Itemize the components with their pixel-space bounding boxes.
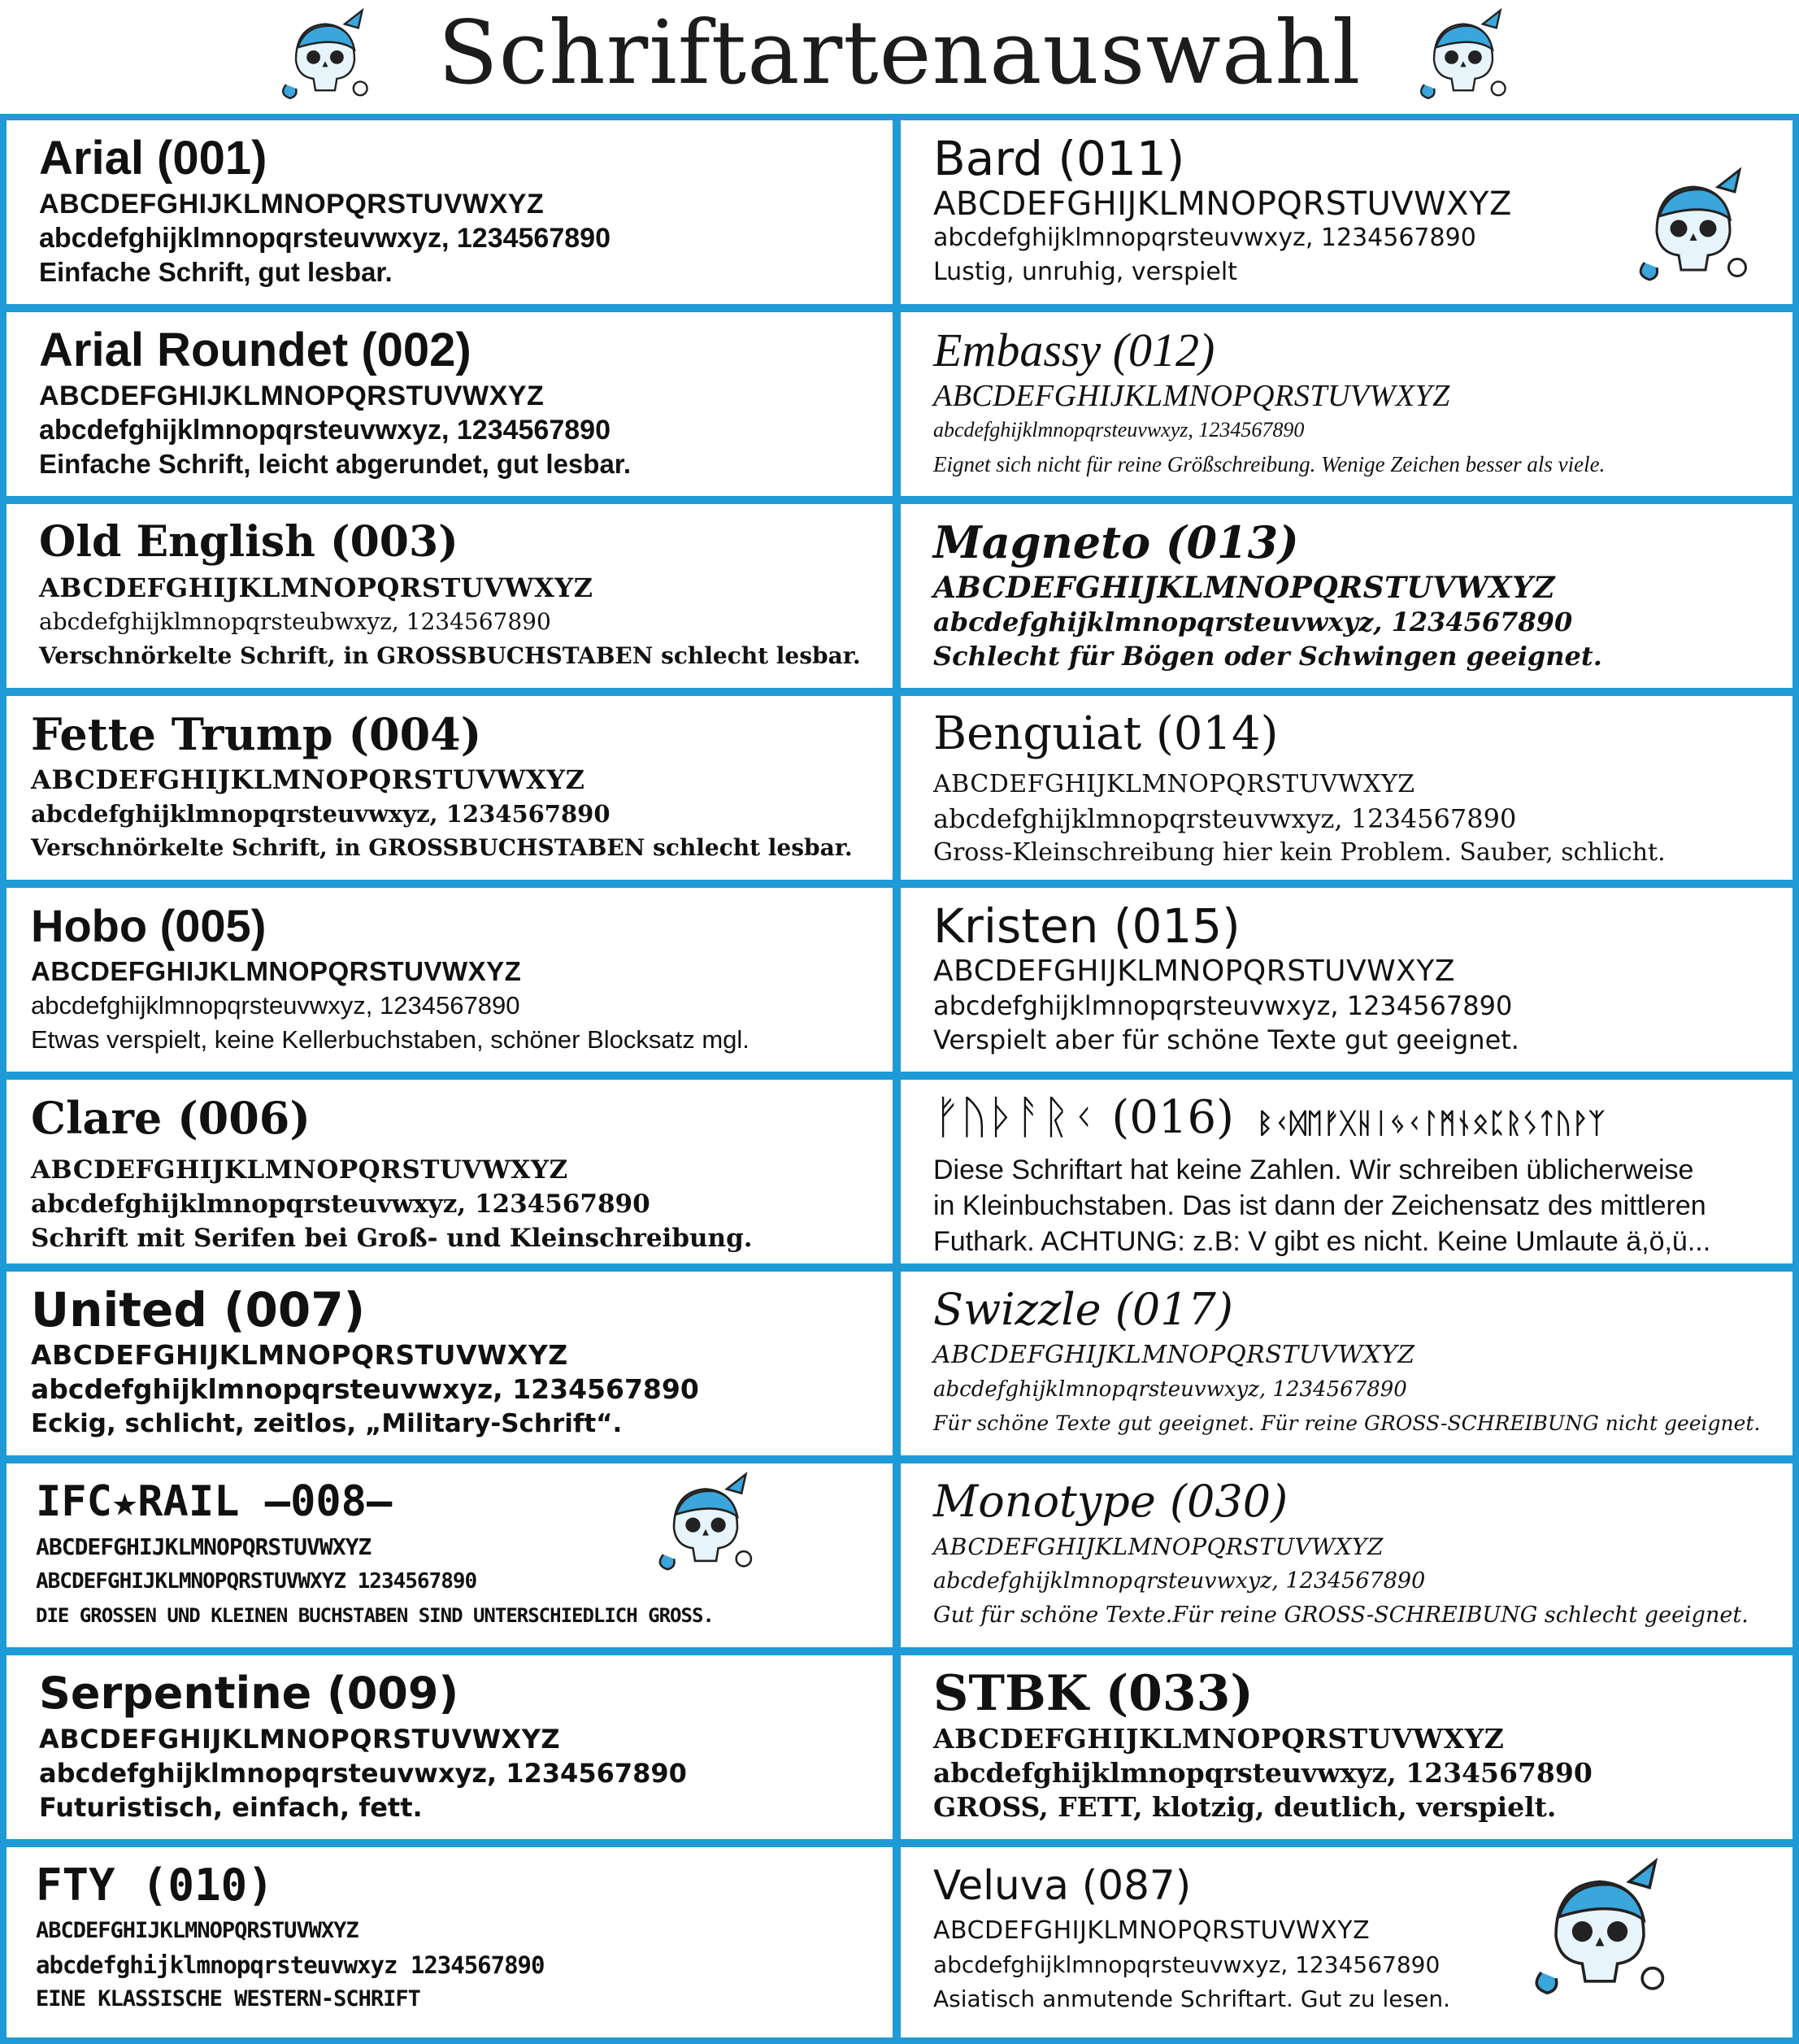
font-description: Einfache Schrift, gut lesbar. [39,257,393,287]
font-lowercase-sample: abcdefghijklmnopqrsteuvwxyz 1234567890 [36,1951,545,1979]
font-description: Einfache Schrift, leicht abgerundet, gut lesbar. [39,449,631,479]
font-name: IFC★RAIL —008— [36,1477,393,1526]
font-card-ifc-rail [7,1463,893,1647]
font-description-line: in Kleinbuchstaben. Das ist dann der Zeichensatz des mittleren [933,1190,1706,1221]
font-card-runes [901,1080,1792,1263]
font-name: Veluva (087) [933,1862,1192,1909]
font-uppercase-sample: ABCDEFGHIJKLMNOPQRSTUVWXYZ [31,956,522,986]
font-uppercase-sample: ABCDEFGHIJKLMNOPQRSTUVWXYZ [933,571,1556,605]
font-lowercase-sample: abcdefghijklmnopqrsteuvwxyz, 1234567890 [933,1568,1426,1594]
rune-name: ᚠᚢᚦᚨᚱᚲ [933,1091,1097,1144]
font-name: Clare (006) [31,1092,311,1144]
font-lowercase-sample: abcdefghijklmnopqrsteuvwxyz, 1234567890 [31,1189,650,1219]
font-uppercase-sample: ABCDEFGHIJKLMNOPQRSTUVWXYZ [933,1533,1384,1560]
font-description: GROSS, FETT, klotzig, deutlich, verspielt. [933,1791,1557,1823]
font-description-line: Futhark. ACHTUNG: z.B: V gibt es nicht. Keine Umlaute ä,ö,ü... [933,1226,1711,1257]
font-uppercase-sample: ABCDEFGHIJKLMNOPQRSTUVWXYZ [31,764,585,795]
font-card-serpentine [7,1655,893,1839]
font-card-arial-roundet [7,312,893,496]
font-name: Fette Trump (004) [31,708,482,760]
font-card-united [7,1272,893,1455]
font-description: Schrift mit Serifen bei Groß- und Kleinschreibung. [31,1224,753,1253]
pirate-skull-icon [1527,1855,1673,2002]
font-description: Verschnörkelte Schrift, in GROSSBUCHSTABEN schlecht lesbar. [31,834,853,861]
font-card-arial [7,120,893,304]
font-uppercase-sample: ABCDEFGHIJKLMNOPQRSTUVWXYZ [36,1533,372,1560]
font-uppercase-sample: ABCDEFGHIJKLMNOPQRSTUVWXYZ [933,1341,1415,1369]
font-card-kristen [901,888,1792,1072]
font-uppercase-sample: ABCDEFGHIJKLMNOPQRSTUVWXYZ [39,572,593,603]
font-lowercase-sample: abcdefghijklmnopqrsteuvwxyz, 1234567890 [39,1758,687,1789]
font-lowercase-sample: abcdefghijklmnopqrsteuvwxyz, 1234567890 [933,1377,1407,1402]
font-uppercase-sample: ABCDEFGHIJKLMNOPQRSTUVWXYZ [39,381,545,411]
page-title: Schriftartenauswahl [437,2,1362,104]
font-lowercase-sample: abcdefghijklmnopqrsteuvwxyz, 1234567890 [39,415,611,446]
font-uppercase-sample: ABCDEFGHIJKLMNOPQRSTUVWXYZ [933,955,1455,988]
pirate-skull-icon [653,1470,758,1576]
font-lowercase-sample: abcdefghijklmnopqrsteuvwxyz, 1234567890 [31,1373,699,1405]
font-description: Schlecht für Bögen oder Schwingen geeignet. [933,641,1602,672]
font-uppercase-sample: ABCDEFGHIJKLMNOPQRSTUVWXYZ [933,379,1450,413]
font-uppercase-sample: ABCDEFGHIJKLMNOPQRSTUVWXYZ [933,1916,1371,1945]
font-lowercase-sample: abcdefghijklmnopqrsteuvwxyz, 1234567890 [31,800,611,828]
font-lowercase-sample: ABCDEFGHIJKLMNOPQRSTUVWXYZ 1234567890 [36,1569,477,1594]
font-name: Arial Roundet (002) [39,324,471,376]
font-description: Lustig, unruhig, verspielt [933,258,1237,286]
font-card-old-english [7,504,893,688]
font-name: Embassy (012) [933,324,1215,376]
font-name: Magneto (013) [933,516,1299,568]
font-card-stbk [901,1655,1792,1839]
font-description: Verspielt aber für schöne Texte gut geeignet. [933,1024,1519,1055]
font-name: Arial (001) [39,132,267,185]
font-description: DIE GROSSEN UND KLEINEN BUCHSTABEN SIND UNTERSCHIEDLICH GROSS. [36,1604,714,1627]
page-header [0,0,1799,110]
font-lowercase-sample: abcdefghijklmnopqrsteuvwxyz, 1234567890 [31,991,520,1020]
font-name: Swizzle (017) [933,1284,1233,1335]
font-description: Für schöne Texte gut geeignet. Für reine GROSS-SCHREIBUNG nicht geeignet. [933,1411,1761,1435]
font-card-clare [7,1080,893,1263]
font-uppercase-sample: ABCDEFGHIJKLMNOPQRSTUVWXYZ [31,1155,568,1185]
font-description: EINE KLASSISCHE WESTERN-SCHRIFT [36,1986,420,2011]
font-lowercase-sample: abcdefghijklmnopqrsteuvwxyz, 1234567890 [933,224,1476,252]
font-description-line: Diese Schriftart hat keine Zahlen. Wir schreiben üblicherweise [933,1155,1694,1185]
font-name: Hobo (005) [31,900,267,951]
rune-number: (016) [1111,1091,1235,1144]
font-card-magneto [901,504,1792,688]
font-card-veluva [901,1847,1792,2037]
font-description: Eckig, schlicht, zeitlos, „Military-Schrift“. [31,1409,623,1438]
pirate-skull-icon [1414,7,1512,104]
font-name: FTY (010) [36,1859,274,1911]
font-uppercase-sample: ABCDEFGHIJKLMNOPQRSTUVWXYZ [39,1724,561,1755]
font-card-monotype [901,1463,1792,1647]
font-lowercase-sample: abcdefghijklmnopqrsteubwxyz, 1234567890 [39,608,551,635]
font-description: Futuristisch, einfach, fett. [39,1792,423,1823]
font-grid [0,114,1799,2044]
font-name: Monotype (030) [933,1476,1288,1527]
font-name: Bard (011) [933,131,1185,186]
font-uppercase-sample: ABCDEFGHIJKLMNOPQRSTUVWXYZ [31,1339,568,1371]
font-lowercase-sample: abcdefghijklmnopqrsteuvwxyz, 1234567890 [933,1951,1441,1978]
font-lowercase-sample: abcdefghijklmnopqrsteuvwxyz, 1234567890 [933,803,1517,834]
font-card-embassy [901,312,1792,496]
font-card-benguiat [901,696,1792,880]
pirate-skull-icon [1632,165,1754,287]
font-lowercase-sample: abcdefghijklmnopqrsteuvwxyz, 1234567890 [933,607,1573,637]
font-description: Verschnörkelte Schrift, in GROSSBUCHSTABEN schlecht lesbar. [39,642,861,669]
font-description: Eignet sich nicht für reine Größschreibung. Wenige Zeichen besser als viele. [933,452,1606,476]
font-card-swizzle [901,1272,1792,1455]
font-name: STBK (033) [933,1665,1254,1722]
font-lowercase-sample: abcdefghijklmnopqrsteuvwxyz, 1234567890 [933,1757,1593,1789]
font-name [933,1089,1792,1152]
rune-sample: ᛒᚲᛞᛖᚠᚷᚺᛁᛃᚲᛚᛗᚾᛟᛈᚱᛊᛏᚢᚹᛉ [1256,1107,1606,1140]
font-card-fty [7,1847,893,2037]
font-uppercase-sample: ABCDEFGHIJKLMNOPQRSTUVWXYZ [933,1723,1505,1755]
font-description: Asiatisch anmutende Schriftart. Gut zu lesen. [933,1985,1450,2012]
font-name: United (007) [31,1282,366,1337]
font-lowercase-sample: abcdefghijklmnopqrsteuvwxyz, 1234567890 [933,418,1305,441]
font-uppercase-sample: ABCDEFGHIJKLMNOPQRSTUVWXYZ [36,1918,358,1943]
font-lowercase-sample: abcdefghijklmnopqrsteuvwxyz, 1234567890 [39,223,611,254]
font-name: Benguiat (014) [933,707,1279,760]
font-uppercase-sample: ABCDEFGHIJKLMNOPQRSTUVWXYZ [39,189,545,220]
font-card-hobo [7,888,893,1072]
font-card-bard [901,120,1792,304]
font-uppercase-sample: ABCDEFGHIJKLMNOPQRSTUVWXYZ [933,185,1512,223]
font-name: Serpentine (009) [39,1668,459,1719]
font-description: Gross-Kleinschreibung hier kein Problem. Sauber, schlicht. [933,838,1666,867]
font-card-fette-trump [7,696,893,880]
font-name: Kristen (015) [933,898,1241,954]
font-description: Gut für schöne Texte.Für reine GROSS-SCHREIBUNG schlecht geeignet. [933,1603,1749,1628]
font-name: Old English (003) [39,517,458,567]
font-lowercase-sample: abcdefghijklmnopqrsteuvwxyz, 1234567890 [933,990,1513,1021]
font-uppercase-sample: ABCDEFGHIJKLMNOPQRSTUVWXYZ [933,770,1415,798]
font-description: Etwas verspielt, keine Kellerbuchstaben, schöner Blocksatz mgl. [31,1025,750,1054]
